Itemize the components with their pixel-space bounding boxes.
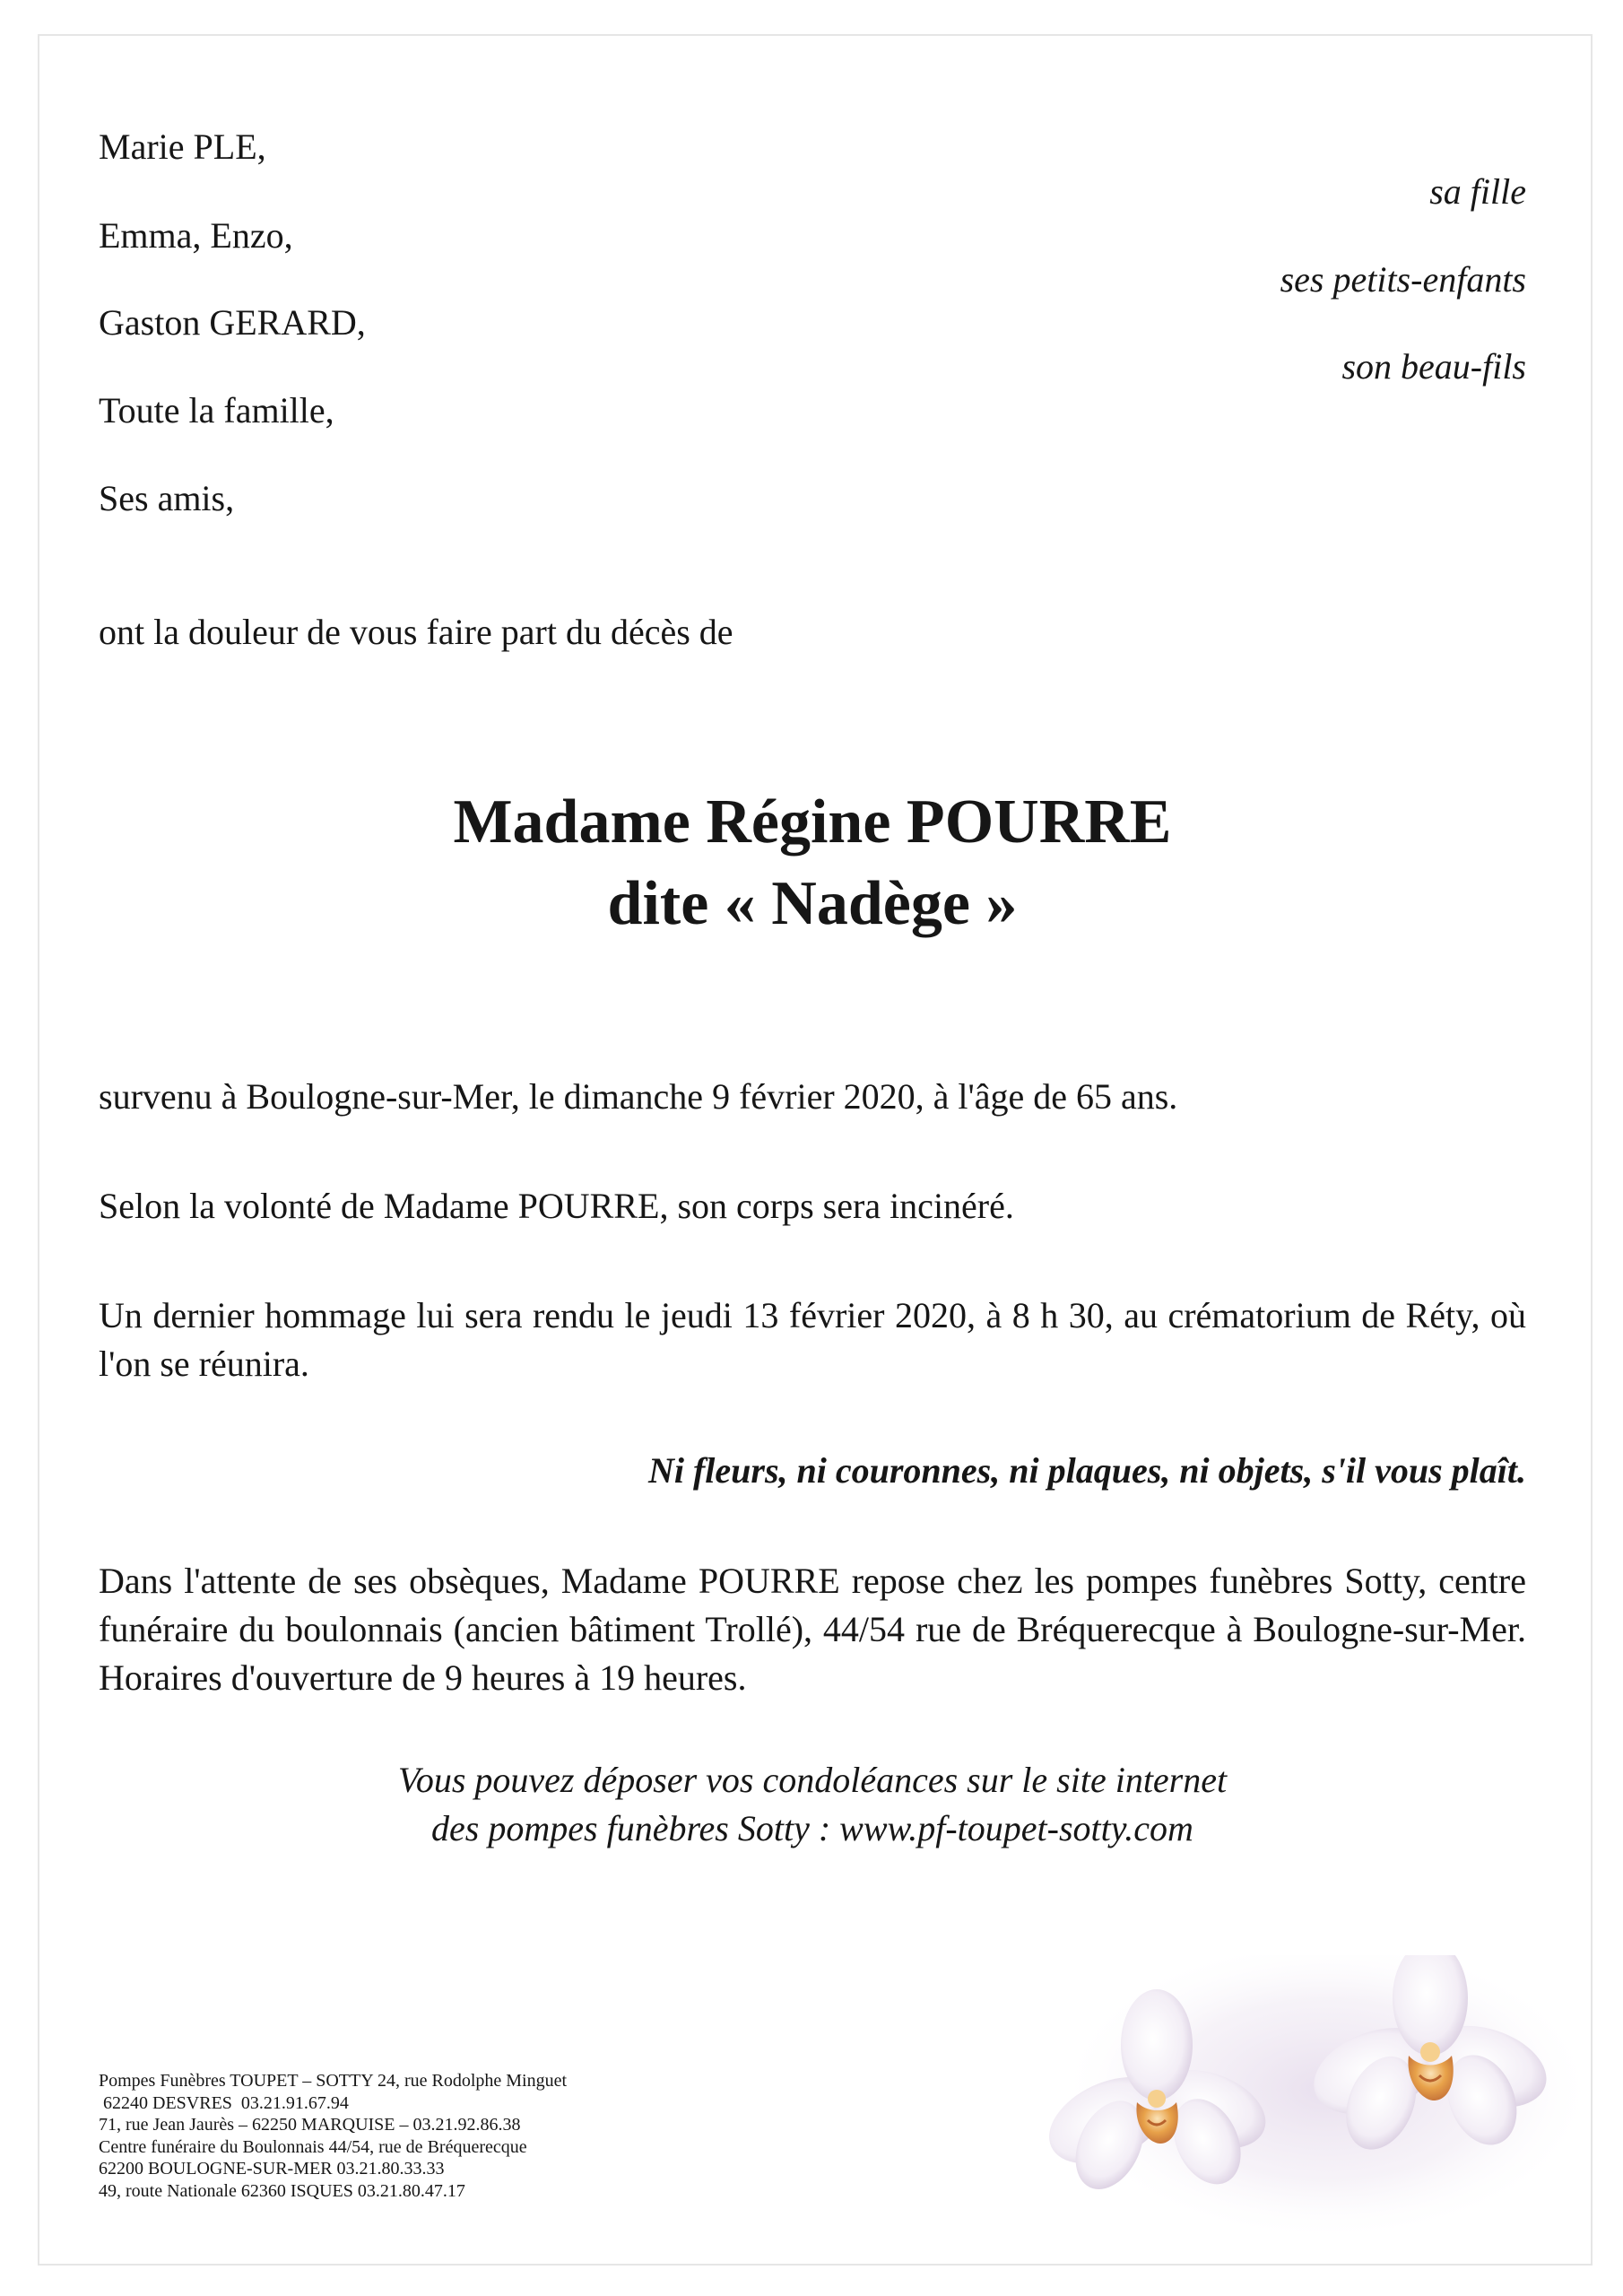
footer-line: 62240 DESVRES 03.21.91.67.94 (99, 2092, 349, 2113)
family-name-4: Toute la famille, (99, 390, 334, 430)
footer-line: 62200 BOULOGNE-SUR-MER 03.21.80.33.33 (99, 2159, 445, 2179)
no-flowers-notice: Ni fleurs, ni couronnes, ni plaques, ni objets, s'il vous plaît. (647, 1450, 1526, 1491)
family-name-2: Emma, Enzo, (99, 215, 293, 256)
deceased-name: Madame Régine POURRE (453, 787, 1172, 857)
death-paragraph: survenu à Boulogne-sur-Mer, le dimanche 9 février 2020, à l'âge de 65 ans. (99, 1076, 1178, 1117)
funeral-notice (99, 0, 1526, 2296)
footer-line: Pompes Funèbres TOUPET – SOTTY 24, rue Rodolphe Minguet (99, 2071, 568, 2091)
family-name-1: Marie PLE, (99, 126, 266, 167)
tribute-paragraph: Un dernier hommage lui sera rendu le jeudi 13 février 2020, à 8 h 30, au crématorium de Réty, où l'on se réunira. (99, 1295, 1526, 1384)
footer-addresses (99, 2070, 567, 2202)
condolences-line-1: Vous pouvez déposer vos condoléances sur le site internet (397, 1760, 1228, 1800)
rest-paragraph: Dans l'attente de ses obsèques, Madame POURRE repose chez les pompes funèbres Sotty, centre funéraire du boulonnais (ancien bâtiment Trollé), 44/54 rue de Bréquerecque à Boulogne-sur-Mer. Horaires d'ouverture de 9 heures à 19 heures. (99, 1561, 1526, 1698)
deceased-nickname: dite « Nadège » (607, 869, 1018, 938)
relation-1: sa fille (1429, 171, 1526, 212)
footer-line: 71, rue Jean Jaurès – 62250 MARQUISE – 03.21.92.86.38 (99, 2115, 521, 2135)
relation-2: ses petits-enfants (1280, 259, 1526, 300)
orchid-flowers-illustration (1031, 1955, 1587, 2260)
family-name-5: Ses amis, (99, 478, 235, 518)
relation-3: son beau-fils (1341, 346, 1526, 387)
footer-line: Centre funéraire du Boulonnais 44/54, rue de Bréquerecque (99, 2136, 527, 2157)
condolences-line-2: des pompes funèbres Sotty : www.pf-toupet-sotty.com (431, 1808, 1193, 1848)
footer-line: 49, route Nationale 62360 ISQUES 03.21.80.47.17 (99, 2180, 465, 2201)
intro-line: ont la douleur de vous faire part du décès de (99, 612, 733, 652)
cremation-paragraph: Selon la volonté de Madame POURRE, son corps sera incinéré. (99, 1186, 1014, 1226)
family-name-3: Gaston GERARD, (99, 302, 366, 343)
